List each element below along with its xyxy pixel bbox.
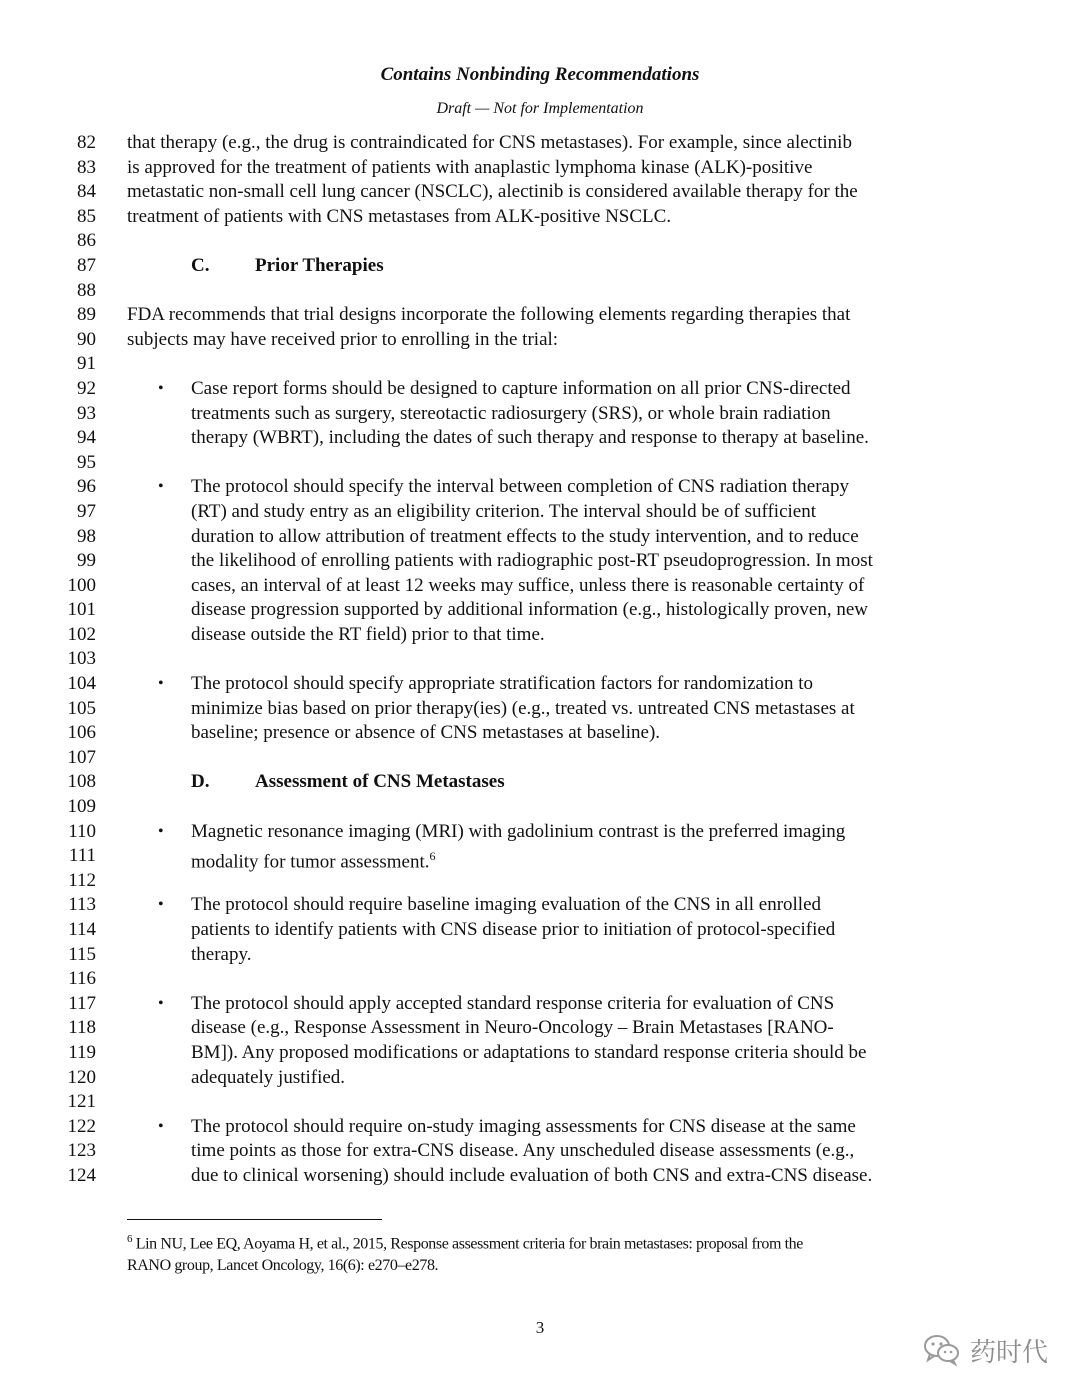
document-line bbox=[0, 328, 1080, 353]
line-text-content: modality for tumor assessment. bbox=[191, 851, 430, 873]
line-text-content: that therapy (e.g., the drug is contraindicated for CNS metastases). For example, since alectinib bbox=[127, 132, 852, 153]
document-line bbox=[0, 229, 1080, 254]
line-text bbox=[191, 1041, 866, 1066]
document-body bbox=[0, 131, 1080, 1189]
bullet-icon: • bbox=[158, 822, 164, 840]
line-text-content: adequately justified. bbox=[191, 1066, 346, 1088]
document-line bbox=[0, 254, 1080, 279]
document-line bbox=[0, 156, 1080, 181]
document-line bbox=[0, 746, 1080, 771]
section-heading bbox=[191, 254, 384, 279]
line-text bbox=[191, 1016, 834, 1041]
document-line bbox=[0, 943, 1080, 968]
line-text-content: duration to allow attribution of treatment effects to the study intervention, and to reduce bbox=[191, 525, 859, 547]
line-text-content: due to clinical worsening) should include evaluation of both CNS and extra-CNS disease. bbox=[191, 1164, 873, 1186]
line-number: 94 bbox=[77, 427, 96, 449]
document-line bbox=[0, 279, 1080, 304]
page-header-subtitle: Draft — Not for Implementation bbox=[436, 100, 644, 117]
line-text-content: FDA recommends that trial designs incorporate the following elements regarding therapies that bbox=[127, 304, 851, 326]
watermark-text: 药时代 bbox=[970, 1337, 1049, 1368]
line-number: 120 bbox=[67, 1066, 96, 1088]
line-number: 88 bbox=[77, 279, 96, 301]
page-header-title: Contains Nonbinding Recommendations bbox=[380, 64, 700, 85]
line-text-content: (RT) and study entry as an eligibility criterion. The interval should be of sufficient bbox=[191, 500, 817, 522]
line-text bbox=[191, 598, 868, 623]
document-line bbox=[0, 869, 1080, 894]
line-text-content: subjects may have received prior to enrolling in the trial: bbox=[127, 328, 559, 350]
line-text bbox=[191, 943, 252, 968]
document-line bbox=[0, 205, 1080, 230]
line-text bbox=[191, 893, 821, 918]
line-number: 84 bbox=[77, 181, 96, 203]
line-text-content: The protocol should require baseline imaging evaluation of the CNS in all enrolled bbox=[191, 894, 822, 916]
line-text-content: Magnetic resonance imaging (MRI) with gadolinium contrast is the preferred imaging bbox=[191, 820, 846, 842]
line-number: 112 bbox=[68, 869, 96, 891]
line-number: 122 bbox=[67, 1115, 96, 1137]
line-number: 102 bbox=[67, 623, 96, 645]
wechat-icon bbox=[922, 1333, 962, 1367]
line-text bbox=[191, 672, 813, 697]
section-heading-text: Assessment of CNS Metastases bbox=[255, 771, 505, 793]
line-number: 117 bbox=[68, 992, 96, 1014]
line-text bbox=[127, 131, 852, 156]
line-number: 86 bbox=[77, 230, 96, 252]
document-line bbox=[0, 426, 1080, 451]
line-text bbox=[191, 1066, 345, 1091]
line-text bbox=[191, 500, 816, 525]
line-number: 92 bbox=[77, 377, 96, 399]
line-number: 99 bbox=[77, 550, 96, 572]
line-text-content: treatment of patients with CNS metastases from ALK-positive NSCLC. bbox=[127, 205, 672, 227]
document-line bbox=[0, 893, 1080, 918]
line-number: 118 bbox=[68, 1017, 96, 1039]
document-line bbox=[0, 377, 1080, 402]
line-text bbox=[191, 918, 835, 943]
line-text-content: therapy (WBRT), including the dates of such therapy and response to therapy at baseline. bbox=[191, 427, 869, 449]
section-heading-label: C. bbox=[191, 254, 210, 276]
line-number: 82 bbox=[77, 132, 96, 153]
line-text bbox=[191, 721, 660, 746]
line-text bbox=[127, 180, 858, 205]
line-number: 123 bbox=[67, 1140, 96, 1162]
line-text bbox=[191, 992, 834, 1017]
document-line bbox=[0, 697, 1080, 722]
section-heading-label: D. bbox=[191, 771, 210, 793]
line-number: 114 bbox=[68, 919, 96, 940]
document-line bbox=[0, 549, 1080, 574]
line-number: 115 bbox=[68, 943, 96, 965]
line-text-content: disease progression supported by additional information (e.g., histologically proven, new bbox=[191, 599, 868, 621]
footnote-line-2: RANO group, Lancet Oncology, 16(6): e270–e278. bbox=[127, 1257, 439, 1275]
bullet-icon: • bbox=[158, 379, 164, 397]
document-line bbox=[0, 1090, 1080, 1115]
line-text-content: therapy. bbox=[191, 943, 252, 965]
line-number: 105 bbox=[67, 697, 96, 719]
line-text bbox=[127, 328, 558, 353]
line-number: 106 bbox=[67, 722, 96, 744]
line-text-content: The protocol should specify appropriate stratification factors for randomization to bbox=[191, 673, 814, 695]
document-line bbox=[0, 795, 1080, 820]
document-line bbox=[0, 820, 1080, 845]
bullet-icon: • bbox=[158, 896, 164, 914]
line-text-content: time points as those for extra-CNS disease. Any unscheduled disease assessments (e.g., bbox=[191, 1140, 855, 1162]
watermark bbox=[922, 1330, 1048, 1370]
document-line bbox=[0, 647, 1080, 672]
line-number: 116 bbox=[68, 968, 96, 990]
document-line bbox=[0, 967, 1080, 992]
document-line bbox=[0, 623, 1080, 648]
line-number: 97 bbox=[77, 500, 96, 522]
document-line bbox=[0, 180, 1080, 205]
footnote-reference[interactable]: 6 bbox=[429, 849, 436, 864]
line-text bbox=[127, 303, 850, 328]
line-text bbox=[191, 549, 873, 574]
bullet-icon: • bbox=[158, 994, 164, 1012]
line-number: 107 bbox=[67, 746, 96, 768]
line-text-content: The protocol should require on-study imaging assessments for CNS disease at the same bbox=[191, 1115, 856, 1137]
document-line bbox=[0, 918, 1080, 943]
line-text bbox=[191, 1115, 856, 1140]
document-line bbox=[0, 303, 1080, 328]
document-line bbox=[0, 721, 1080, 746]
line-number: 108 bbox=[67, 771, 96, 793]
line-text bbox=[191, 697, 855, 722]
document-line bbox=[0, 672, 1080, 697]
line-number: 87 bbox=[77, 254, 96, 276]
line-text bbox=[191, 426, 869, 451]
document-line bbox=[0, 1164, 1080, 1189]
line-text-content: cases, an interval of at least 12 weeks may suffice, unless there is reasonable certainty of bbox=[191, 574, 865, 596]
line-number: 101 bbox=[67, 599, 96, 621]
line-text-content: The protocol should specify the interval between completion of CNS radiation therapy bbox=[191, 476, 849, 498]
line-number: 98 bbox=[77, 525, 96, 547]
line-number: 91 bbox=[77, 353, 96, 375]
line-text bbox=[191, 525, 859, 550]
footnote-line-1: Lin NU, Lee EQ, Aoyama H, et al., 2015, Response assessment criteria for brain metastases: proposal from the bbox=[132, 1235, 803, 1253]
line-text-content: Case report forms should be designed to capture information on all prior CNS-directed bbox=[191, 377, 851, 399]
line-text-content: The protocol should apply accepted standard response criteria for evaluation of CNS bbox=[191, 992, 835, 1014]
line-text bbox=[191, 1164, 872, 1189]
document-line bbox=[0, 992, 1080, 1017]
line-number: 119 bbox=[68, 1041, 96, 1063]
line-text bbox=[191, 475, 849, 500]
line-text-content: treatments such as surgery, stereotactic radiosurgery (SRS), or whole brain radiation bbox=[191, 402, 831, 424]
document-line bbox=[0, 770, 1080, 795]
line-number: 121 bbox=[67, 1091, 96, 1113]
line-text bbox=[191, 377, 851, 402]
line-number: 110 bbox=[68, 820, 96, 842]
line-text-content: baseline; presence or absence of CNS metastases at baseline). bbox=[191, 722, 661, 744]
document-line bbox=[0, 500, 1080, 525]
line-text bbox=[127, 156, 812, 181]
line-number: 90 bbox=[77, 328, 96, 350]
line-text-content: minimize bias based on prior therapy(ies) (e.g., treated vs. untreated CNS metastases at bbox=[191, 697, 855, 719]
line-number: 85 bbox=[77, 205, 96, 227]
section-heading-text: Prior Therapies bbox=[255, 254, 384, 276]
document-line bbox=[0, 475, 1080, 500]
line-number: 93 bbox=[77, 402, 96, 424]
line-text bbox=[191, 1139, 854, 1164]
bullet-icon: • bbox=[158, 478, 164, 496]
document-line bbox=[0, 402, 1080, 427]
line-text-content: the likelihood of enrolling patients with radiographic post-RT pseudoprogression. In most bbox=[191, 550, 873, 572]
line-text bbox=[191, 820, 845, 845]
footnote bbox=[127, 1228, 947, 1277]
page-number: 3 bbox=[535, 1318, 545, 1337]
line-text-content: is approved for the treatment of patients with anaplastic lymphoma kinase (ALK)-positive bbox=[127, 156, 813, 178]
line-text bbox=[191, 402, 831, 427]
document-line bbox=[0, 525, 1080, 550]
line-number: 109 bbox=[67, 796, 96, 818]
footnote-marker: 6 bbox=[127, 1233, 133, 1245]
document-line bbox=[0, 451, 1080, 476]
section-heading bbox=[191, 770, 505, 795]
document-line bbox=[0, 1041, 1080, 1066]
line-number: 113 bbox=[68, 894, 96, 916]
line-number: 111 bbox=[68, 845, 96, 867]
line-number: 89 bbox=[77, 304, 96, 326]
line-text bbox=[191, 574, 864, 599]
line-number: 104 bbox=[67, 673, 96, 695]
line-text bbox=[191, 623, 545, 648]
footnote-divider bbox=[127, 1219, 382, 1220]
bullet-icon: • bbox=[158, 675, 164, 693]
document-line bbox=[0, 1115, 1080, 1140]
line-text-content: disease outside the RT field) prior to that time. bbox=[191, 623, 545, 645]
line-number: 124 bbox=[67, 1164, 96, 1186]
line-text-content: patients to identify patients with CNS disease prior to initiation of protocol-specified bbox=[191, 919, 836, 940]
document-line bbox=[0, 844, 1080, 873]
document-line bbox=[0, 1066, 1080, 1091]
line-text-content: metastatic non-small cell lung cancer (NSCLC), alectinib is considered available therapy for the bbox=[127, 181, 858, 203]
line-text-content: disease (e.g., Response Assessment in Neuro-Oncology – Brain Metastases [RANO- bbox=[191, 1017, 834, 1039]
document-line bbox=[0, 1139, 1080, 1164]
line-text bbox=[127, 205, 671, 230]
line-number: 100 bbox=[67, 574, 96, 596]
line-number: 96 bbox=[77, 476, 96, 498]
line-number: 83 bbox=[77, 156, 96, 178]
line-number: 103 bbox=[67, 648, 96, 670]
document-line bbox=[0, 1016, 1080, 1041]
line-number: 95 bbox=[77, 451, 96, 473]
document-line bbox=[0, 131, 1080, 156]
document-line bbox=[0, 598, 1080, 623]
document-line bbox=[0, 352, 1080, 377]
document-line bbox=[0, 574, 1080, 599]
bullet-icon: • bbox=[158, 1117, 164, 1135]
line-text-content: BM]). Any proposed modifications or adaptations to standard response criteria should be bbox=[191, 1041, 867, 1063]
